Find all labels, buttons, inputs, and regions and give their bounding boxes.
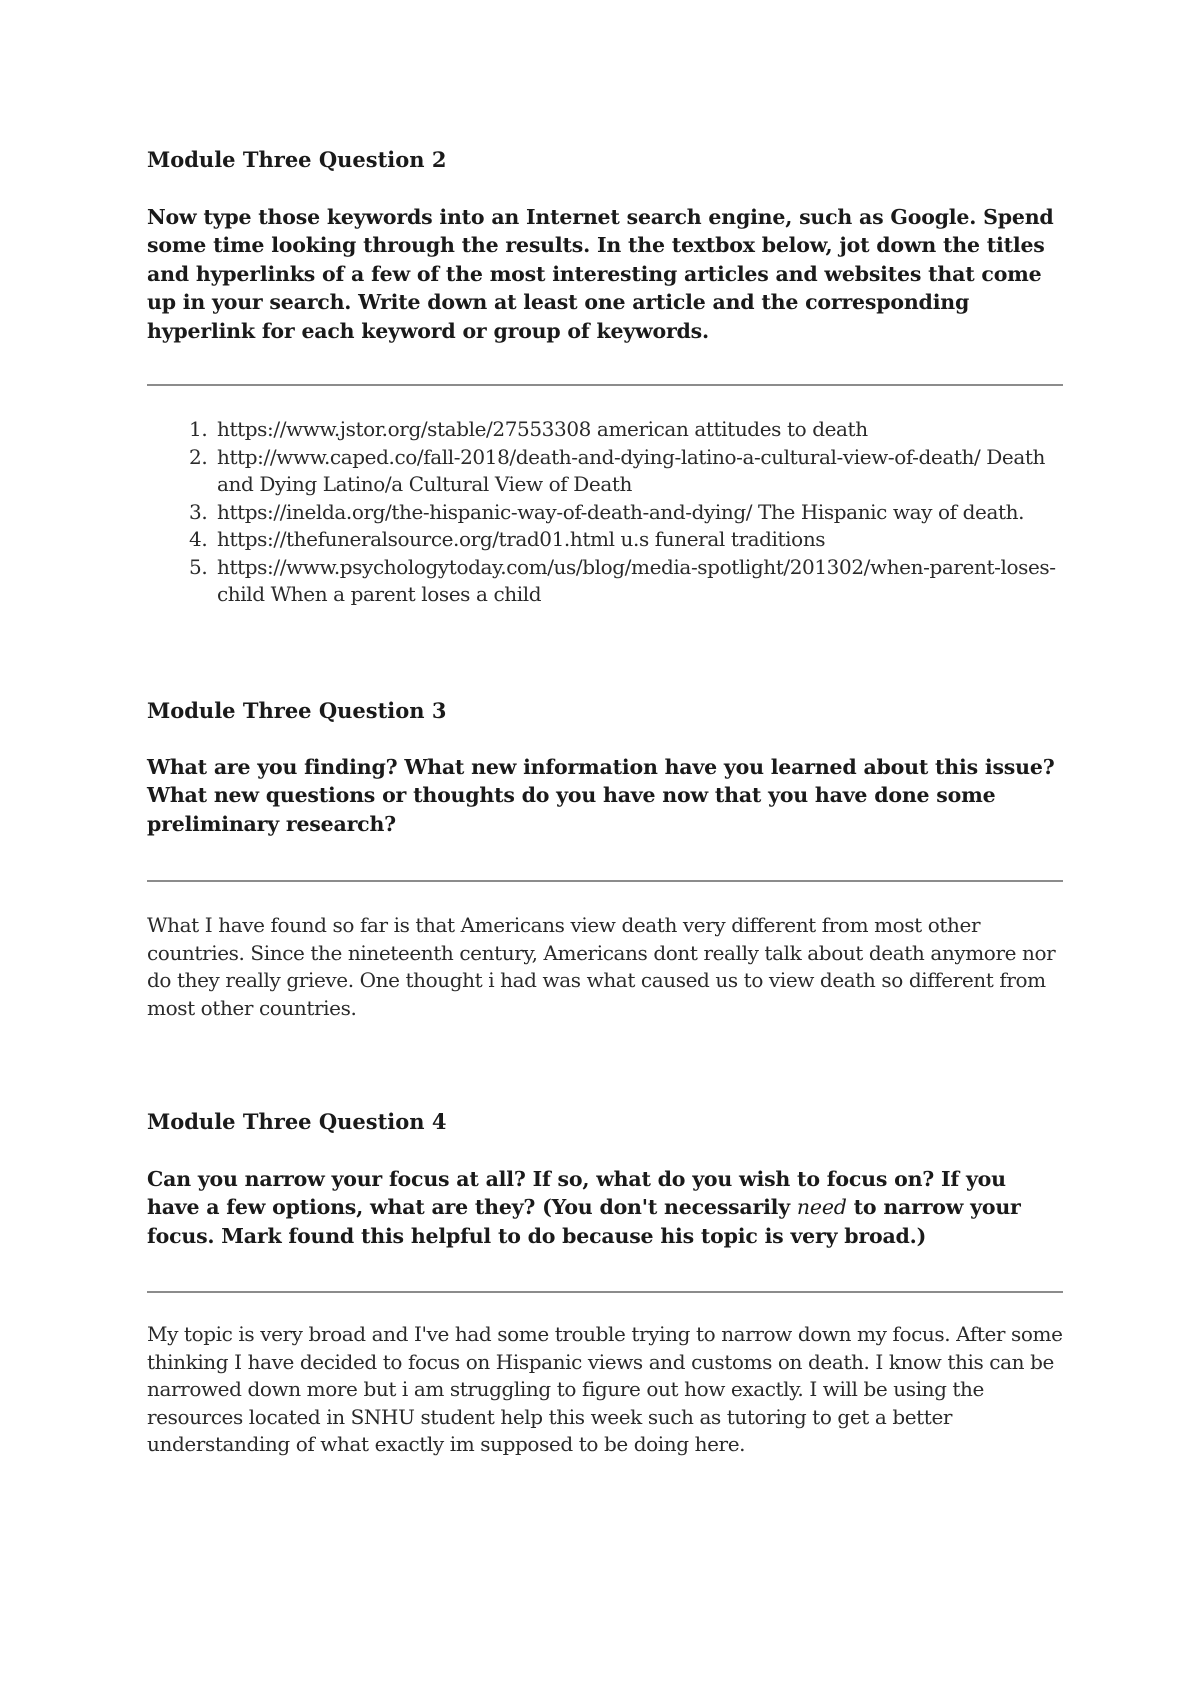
question-4-prompt-text: Can you narrow your focus at all? If so, what do you wish to focus on? If you have a few options, what are they? (You don't necessarily — [147, 1167, 1006, 1220]
question-4-answer: My topic is very broad and I've had some trouble trying to narrow down my focus. After some thinking I have decided to focus on Hispanic views and customs on death. I know this can be narrowed down more but i am struggling to figure out how exactly. I will be using the resources located in SNHU student help this week such as tutoring to get a better understanding of what exactly im supposed to be doing here. — [147, 1322, 1063, 1456]
list-item — [147, 416, 1063, 444]
list-item-text: https://www.jstor.org/stable/27553308 american attitudes to death — [217, 417, 868, 441]
list-item — [147, 554, 1063, 609]
list-item — [147, 526, 1063, 554]
list-item-text: https://www.psychologytoday.com/us/blog/media-spotlight/201302/when-parent-loses-child When a parent loses a child — [217, 554, 1056, 606]
question-2-title: Module Three Question 2 — [147, 147, 447, 172]
list-item — [147, 499, 1063, 527]
list-item-text: https://thefuneralsource.org/trad01.html u.s funeral traditions — [217, 527, 826, 551]
list-item — [147, 444, 1063, 499]
list-item-number: 5. — [189, 554, 208, 579]
question-3-title: Module Three Question 3 — [147, 698, 447, 723]
question-2-answer-list — [147, 416, 1063, 609]
question-2-prompt: Now type those keywords into an Internet search engine, such as Google. Spend some time looking through the results. In the textbox below, jot down the titles and hyperlinks of a few of the most interesting articles and websites that come up in your search. Write down at least one article and the corresponding hyperlink for each keyword or group of keywords. — [147, 205, 1054, 343]
list-item-text: http://www.caped.co/fall-2018/death-and-dying-latino-a-cultural-view-of-death/ Death and Dying Latino/a Cultural View of Death — [217, 444, 1046, 496]
list-item-number: 1. — [189, 417, 208, 441]
question-4-prompt-emphasis: need — [796, 1195, 847, 1220]
list-item-text: https://inelda.org/the-hispanic-way-of-death-and-dying/ The Hispanic way of death. — [217, 499, 1025, 524]
question-3-answer: What I have found so far is that Americans view death very different from most other countries. Since the nineteenth century, Americans dont really talk about death anymore nor do they really grieve. One thought i had was what caused us to view death so different from most other countries. — [147, 913, 1056, 1020]
list-item-number: 4. — [189, 527, 208, 551]
question-4-prompt — [147, 1165, 1063, 1250]
question-4-divider — [147, 1291, 1063, 1293]
question-3-prompt: What are you finding? What new information have you learned about this issue? What new questions or thoughts do you have now that you have done some preliminary research? — [147, 755, 1055, 836]
list-item-number: 3. — [189, 499, 208, 524]
question-4-title: Module Three Question 4 — [147, 1109, 447, 1134]
list-item-number: 2. — [189, 444, 208, 469]
question-4-prompt-text-end: to narrow your focus. Mark found this helpful to do because his topic is very broad.) — [147, 1195, 1021, 1248]
question-3-divider — [147, 880, 1063, 882]
question-2-divider — [147, 384, 1063, 386]
